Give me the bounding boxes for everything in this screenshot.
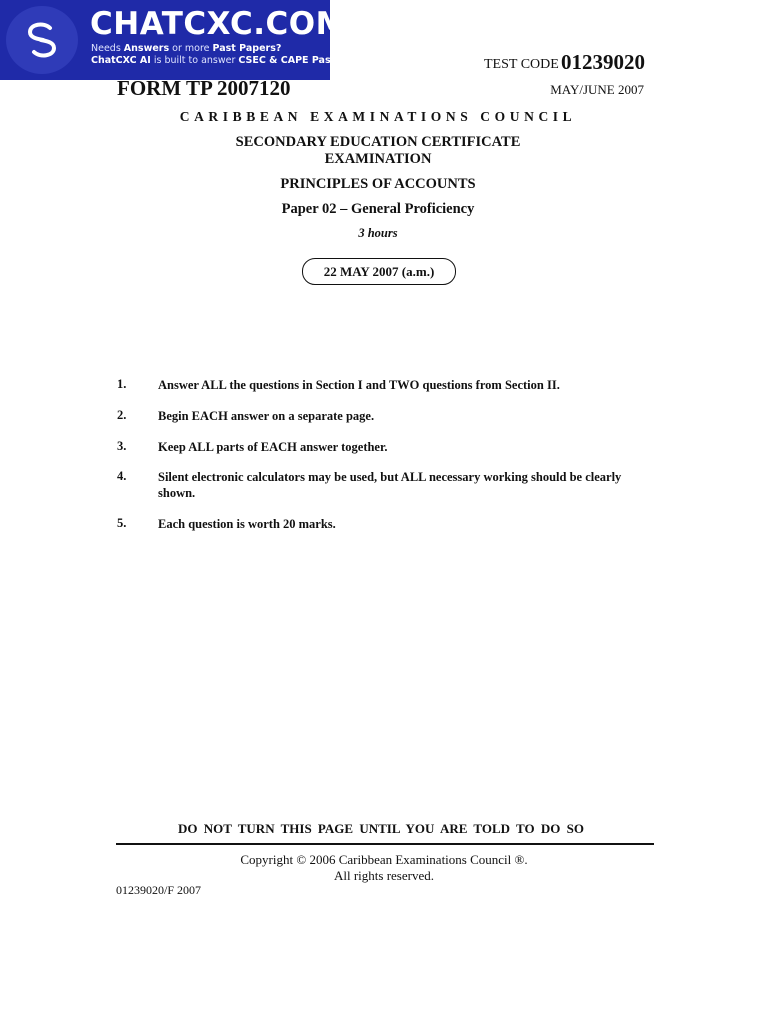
instruction-text: Begin EACH answer on a separate page. [158,409,375,423]
instruction-number: 2. [117,408,127,422]
chatcxc-banner[interactable] [0,0,379,80]
exam-date: 22 MAY 2007 (a.m.) [302,258,456,285]
copyright-line: Copyright © 2006 Caribbean Examinations Council ®. [240,852,528,867]
instruction-text: Keep ALL parts of EACH answer together. [158,440,388,454]
document-code: 01239020/F 2007 [116,883,202,897]
form-number: FORM TP 2007120 [117,76,291,100]
rights-line: All rights reserved. [333,868,434,883]
banner-tagline-1: Needs Answers or more Past Papers? [91,43,282,54]
instruction-number: 1. [117,377,127,391]
footer-divider [116,843,654,845]
exam-duration: 3 hours [358,226,398,240]
exam-sitting: MAY/JUNE 2007 [550,82,644,97]
subject-title: PRINCIPLES OF ACCOUNTS [280,176,476,192]
certificate-line-2: EXAMINATION [324,151,432,167]
instruction-number: 4. [117,469,127,483]
instruction-text: Each question is worth 20 marks. [158,517,336,531]
chatcxc-logo-icon [6,6,78,74]
instruction-number: 3. [117,439,127,453]
instruction-text: Answer ALL the questions in Section I and TWO questions from Section II. [158,378,560,392]
test-code: 01239020 [561,50,645,74]
banner-tagline-2: ChatCXC AI is built to answer CSEC & CAPE Past Papers. [91,55,379,66]
council-name: CARIBBEAN EXAMINATIONS COUNCIL [179,109,577,124]
test-code-label: TEST CODE [484,57,559,72]
brand-name: CHATCXC.COM [90,6,347,42]
instruction-text: Silent electronic calculators may be used, but ALL necessary working should be clearly shown. [158,470,622,500]
instruction-number: 5. [117,516,127,530]
paper-title: Paper 02 – General Proficiency [281,201,475,217]
certificate-line-1: SECONDARY EDUCATION CERTIFICATE [235,134,521,150]
do-not-turn-notice: DO NOT TURN THIS PAGE UNTIL YOU ARE TOLD TO DO SO [178,821,584,836]
